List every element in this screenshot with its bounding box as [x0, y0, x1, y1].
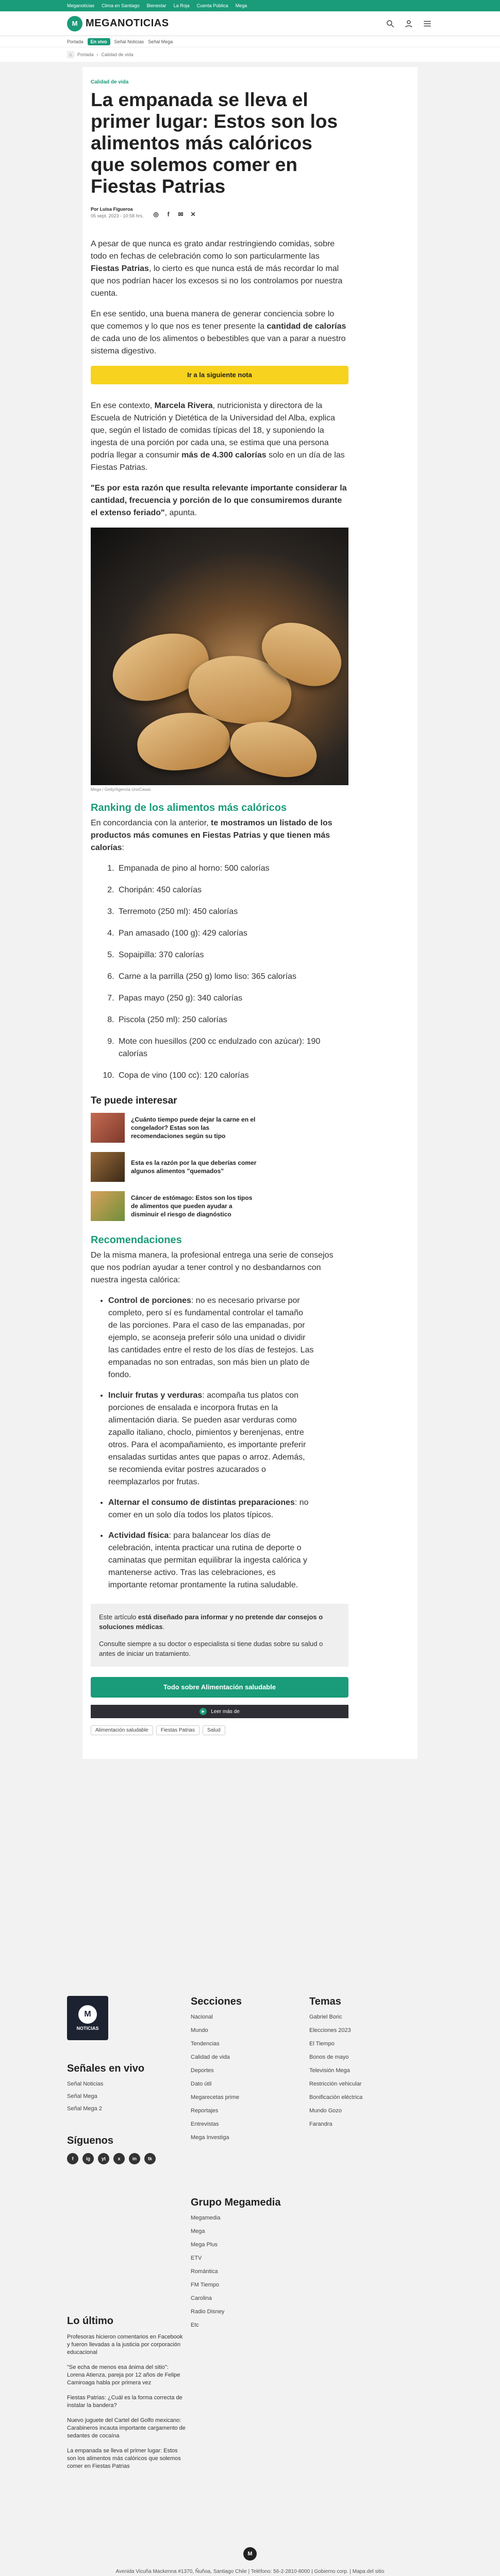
- footer-link[interactable]: ETV: [191, 2255, 202, 2261]
- subnav-senal-noticias[interactable]: Señal Noticias: [114, 39, 144, 44]
- article-body: [91, 238, 348, 1591]
- list-item: 8. Piscola (250 ml): 250 calorías: [116, 1014, 348, 1026]
- footer-live-signals: [67, 2063, 144, 2118]
- article-title: La empanada se lleva el primer lugar: Estos son los alimentos más calóricos que solemos comer en Fiestas Patrias: [91, 89, 338, 197]
- recommendations-list: [91, 1295, 348, 1591]
- footer-address: Avenida Vicuña Mackenna #1370, Ñuñoa, Santiago Chile | Teléfono: 56-2-2810-8000 | Gobierno corp. | Mapa del sitio: [115, 2569, 385, 2574]
- breadcrumb-item[interactable]: Portada: [77, 52, 94, 57]
- footer-heading: Señales en vivo: [67, 2063, 145, 2074]
- breadcrumb: [0, 47, 500, 62]
- topbar-link[interactable]: Cuenta Pública: [196, 3, 228, 8]
- footer-link[interactable]: Romántica: [191, 2268, 218, 2275]
- footer-bottom-logo: M: [243, 2547, 257, 2561]
- footer-logo-mark: M: [78, 2005, 97, 2024]
- list-item: • Control de porciones: no es necesario privarse por completo, pero sí es fundamental controlar el tamaño de las porciones. Para el caso de las empanadas, por ejemplo, se aconseja preferir sólo una unidad o dividir las cantidades entre el resto de los días de festejos. Las empanadas no son entradas, son más bien un plato de fondo.: [108, 1295, 314, 1381]
- footer-link[interactable]: Restricción vehicular: [309, 2081, 362, 2087]
- footer-link[interactable]: Calidad de vida: [191, 2054, 230, 2060]
- article-category[interactable]: Calidad de vida: [91, 79, 129, 85]
- social-icons: [67, 2153, 156, 2164]
- site-footer: [0, 1996, 500, 2576]
- tag-link[interactable]: Fiestas Patrias: [156, 1725, 199, 1735]
- paragraph: En ese contexto, Marcela Rivera, nutricionista y directora de la Escuela de Nutrición y Dietética de la Universidad del Alba, explica que, según el listado de comidas típicas del 18, y suponiendo la ingesta de una porción por cada una, se estima que una persona podría llegar a consumir más de 4.300 calorías solo en un día de las Fiestas Patrias.: [91, 401, 345, 472]
- ranking-heading: Ranking de los alimentos más calóricos: [91, 802, 287, 814]
- footer-sections: [191, 1996, 242, 2148]
- list-item: • Actividad física: para balancear los días de celebración, intenta practicar una rutina de deporte o caminatas que permitan equilibrar la ingesta calórica y mantenerse activo. Tras las celebraciones, es importante retomar prontamente la rutina saludable.: [108, 1530, 314, 1591]
- list-item: 1. Empanada de pino al horno: 500 calorías: [116, 862, 348, 875]
- footer-link[interactable]: Señal Noticias: [67, 2081, 104, 2087]
- list-item: 10. Copa de vino (100 cc): 120 calorías: [116, 1070, 348, 1082]
- top-links-bar: [0, 0, 500, 11]
- topbar-link[interactable]: La Roja: [173, 3, 190, 8]
- list-item: 5. Sopaipilla: 370 calorías: [116, 949, 348, 961]
- related-article[interactable]: [91, 1113, 348, 1143]
- list-item: 2. Choripán: 450 calorías: [116, 884, 348, 896]
- footer-social: [67, 2135, 156, 2164]
- footer-link[interactable]: El Tiempo: [309, 2041, 335, 2047]
- disclaimer-text: Consulte siempre a su doctor o especialista si tiene dudas sobre su salud o antes de iniciar un tratamiento.: [99, 1640, 323, 1657]
- latest-news-item[interactable]: Profesoras hicieron comentarios en Facebook y fueron llevadas a la justicia por corporación educacional: [67, 2334, 183, 2355]
- tiktok-icon[interactable]: tk: [144, 2153, 156, 2164]
- paragraph: A pesar de que nunca es grato andar restringiendo comidas, sobre todo en fechas de celebración como lo son particularmente las Fiestas Patrias, lo cierto es que nunca está de más recordar lo mal que nos podrían hacer los excesos si no los controlamos por nuestra cuenta.: [91, 240, 343, 298]
- footer-logo[interactable]: [67, 1996, 108, 2040]
- footer-heading: Lo último: [67, 2315, 113, 2327]
- next-article-button[interactable]: Ir a la siguiente nota: [91, 366, 348, 384]
- related-article[interactable]: [91, 1152, 348, 1182]
- site-logo[interactable]: [67, 16, 169, 31]
- footer-link[interactable]: Bonificación eléctrica: [309, 2094, 363, 2100]
- paragraph: En ese sentido, una buena manera de generar conciencia sobre lo que comemos y lo que nos es tener presente la cantidad de calorías de cada uno de los alimentos o bebestibles que van a parar a nuestro sistema digestivo.: [91, 310, 346, 355]
- breadcrumb-item[interactable]: Calidad de vida: [101, 52, 134, 57]
- footer-heading: Grupo Megamedia: [191, 2197, 281, 2208]
- x-icon[interactable]: ✕: [190, 211, 196, 218]
- list-item: • Alternar el consumo de distintas preparaciones: no comer en un solo día todos los platos típicos.: [108, 1497, 314, 1521]
- related-title: Cáncer de estómago: Estos son los tipos de alimentos que pueden ayudar a disminuir el riesgo de diagnóstico: [131, 1194, 253, 1218]
- footer-link[interactable]: Bonos de mayo: [309, 2054, 349, 2060]
- facebook-icon[interactable]: f: [167, 211, 170, 218]
- disclaimer-box: [91, 1604, 348, 1667]
- article-date: 05 sept. 2023 - 10:58 hrs.: [91, 213, 144, 218]
- whatsapp-icon[interactable]: ◎: [153, 211, 159, 218]
- footer-link[interactable]: Megarecetas prime: [191, 2094, 240, 2100]
- youtube-icon[interactable]: yt: [98, 2153, 109, 2164]
- article-byline: [91, 207, 409, 218]
- player-label: Leer más de: [211, 1708, 240, 1715]
- tag-link[interactable]: Salud: [203, 1725, 225, 1735]
- latest-news-item[interactable]: Fiestas Patrias: ¿Cuál es la forma correcta de instalar la bandera?: [67, 2395, 182, 2409]
- sub-navigation: [0, 36, 500, 47]
- footer-bottom: [67, 2547, 433, 2576]
- footer-link[interactable]: Elecciones 2023: [309, 2027, 351, 2033]
- list-item: • Incluir frutas y verduras: acompaña tus platos con porciones de ensalada e incorpora frutas en la alimentación diaria. Se pueden asar verduras como zapallo italiano, choclo, pimientos y berenjenas, entre otros. Para el acompañamiento, es importante preferir ensaladas surtidas antes que papas o arroz. Además, se recomienda evitar postres azucarados o reemplazarlos por frutas.: [108, 1389, 314, 1488]
- footer-logo-text: NOTICIAS: [76, 2026, 99, 2031]
- list-item: 9. Mote con huesillos (200 cc endulzado con azúcar): 190 calorías: [116, 1036, 348, 1060]
- header-actions: [385, 18, 433, 29]
- logo-mark: M: [67, 16, 82, 31]
- article-tags: [91, 1725, 409, 1735]
- subnav-senal-mega[interactable]: Señal Mega: [148, 39, 173, 44]
- footer-link[interactable]: Entrevistas: [191, 2121, 219, 2127]
- x-icon[interactable]: x: [113, 2153, 125, 2164]
- breadcrumb-separator: ›: [96, 52, 98, 57]
- footer-link[interactable]: Mega: [191, 2228, 205, 2234]
- topbar-link[interactable]: Bienestar: [146, 3, 166, 8]
- footer-group: [191, 2197, 280, 2335]
- list-item: 7. Papas mayo (250 g): 340 calorías: [116, 992, 348, 1005]
- footer-heading: Temas: [309, 1996, 341, 2007]
- footer-link[interactable]: Dato útil: [191, 2081, 212, 2087]
- tag-link[interactable]: Alimentación saludable: [91, 1725, 153, 1735]
- footer-link[interactable]: Señal Mega 2: [67, 2106, 102, 2112]
- recommendations-heading: Recomendaciones: [91, 1234, 182, 1246]
- topbar-link[interactable]: Mega: [235, 3, 247, 8]
- related-thumbnail: [91, 1152, 125, 1182]
- footer-link[interactable]: Gabriel Boric: [309, 2014, 342, 2020]
- topbar-link[interactable]: Meganoticias: [67, 3, 95, 8]
- play-icon[interactable]: ▶: [199, 1708, 207, 1715]
- facebook-icon[interactable]: f: [67, 2153, 78, 2164]
- related-title: Esta es la razón por la que deberías comer algunos alimentos "quemados": [131, 1159, 257, 1175]
- footer-link[interactable]: Mega Investiga: [191, 2134, 229, 2141]
- footer-logo-col: [67, 1996, 108, 2040]
- recommendations-intro: De la misma manera, la profesional entrega una serie de consejos que nos podrían ayudar a tener control y no desbandarnos con nuestra ingesta calórica:: [91, 1251, 334, 1284]
- footer-latest: [67, 2315, 186, 2478]
- footer-heading: Secciones: [191, 1996, 242, 2007]
- footer-heading: Síguenos: [67, 2135, 114, 2146]
- related-title: ¿Cuánto tiempo puede dejar la carne en el congelador? Estas son las recomendaciones según su tipo: [131, 1116, 256, 1140]
- list-item: 6. Carne a la parrilla (250 g) lomo liso: 365 calorías: [116, 971, 348, 983]
- user-icon[interactable]: [403, 18, 414, 29]
- footer-link[interactable]: Nacional: [191, 2014, 213, 2020]
- article-photo-empanadas: [91, 528, 348, 785]
- topbar-link[interactable]: Clima en Santiago: [102, 3, 140, 8]
- footer-link[interactable]: Deportes: [191, 2067, 214, 2074]
- search-icon[interactable]: [385, 18, 396, 29]
- footer-link[interactable]: Televisión Mega: [309, 2067, 350, 2074]
- article-author: Por Luisa Figueroa: [91, 207, 133, 212]
- footer-link[interactable]: Mundo: [191, 2027, 208, 2033]
- ranking-list: [91, 862, 348, 1082]
- footer-link[interactable]: Megamedia: [191, 2215, 221, 2221]
- ranking-intro: En concordancia con la anterior, te mostramos un listado de los productos más comunes en Fiestas Patrias y que tienen más calorías:: [91, 819, 332, 852]
- latest-news-item[interactable]: "Se echa de menos esa ánima del sitio": Lorena Atienza, pareja por 12 años de Felipe Camiroaga habla por primera vez: [67, 2364, 180, 2386]
- all-about-topic-button[interactable]: Todo sobre Alimentación saludable: [91, 1677, 348, 1698]
- related-article[interactable]: [91, 1191, 348, 1221]
- latest-news-item[interactable]: La empanada se lleva el primer lugar: Estos son los alimentos más calóricos que solemos comer en Fiestas Patrias: [67, 2448, 181, 2469]
- logo-text: MEGANOTICIAS: [86, 18, 169, 29]
- photo-caption: Mega / Getty/Agencia UnoCasas: [91, 787, 151, 792]
- disclaimer-text: Este artículo está diseñado para informar y no pretende dar consejos o soluciones médicas.: [99, 1613, 323, 1631]
- paragraph: "Es por esta razón que resulta relevante importante considerar la cantidad, frecuencia y porción de lo que consumiremos durante el extenso feriado", apunta.: [91, 484, 347, 517]
- list-item: 4. Pan amasado (100 g): 429 calorías: [116, 927, 348, 940]
- footer-link[interactable]: Farandra: [309, 2121, 332, 2127]
- article-container: [82, 67, 418, 1759]
- footer-link[interactable]: Carolina: [191, 2295, 212, 2301]
- subnav-portada[interactable]: Portada: [67, 39, 84, 44]
- list-item: 3. Terremoto (250 ml): 450 calorías: [116, 906, 348, 918]
- related-thumbnail: [91, 1191, 125, 1221]
- footer-link[interactable]: Señal Mega: [67, 2093, 97, 2099]
- audio-player-bar[interactable]: [91, 1705, 348, 1718]
- footer-link[interactable]: Mega Plus: [191, 2242, 218, 2248]
- related-heading: Te puede interesar: [91, 1095, 177, 1106]
- site-header: [0, 11, 500, 36]
- menu-icon[interactable]: [422, 18, 433, 29]
- footer-link[interactable]: Etc: [191, 2322, 199, 2328]
- linkedin-icon[interactable]: in: [129, 2153, 140, 2164]
- related-thumbnail: [91, 1113, 125, 1143]
- footer-link[interactable]: Mundo Gozo: [309, 2108, 342, 2114]
- footer-topics: [309, 1996, 362, 2134]
- latest-news-item[interactable]: Nuevo juguete del Cartel del Golfo mexicano: Carabineros incauta importante cargamento de sedantes de cocaína: [67, 2417, 186, 2439]
- email-icon[interactable]: ✉: [178, 211, 184, 218]
- footer-link[interactable]: Tendencias: [191, 2041, 220, 2047]
- footer-link[interactable]: FM Tiempo: [191, 2282, 220, 2288]
- share-buttons: [152, 210, 197, 218]
- footer-link[interactable]: Radio Disney: [191, 2309, 225, 2315]
- home-icon[interactable]: ⌂: [67, 51, 74, 58]
- footer-link[interactable]: Reportajes: [191, 2108, 219, 2114]
- instagram-icon[interactable]: ig: [82, 2153, 94, 2164]
- subnav-en-vivo[interactable]: En vivo: [88, 38, 110, 45]
